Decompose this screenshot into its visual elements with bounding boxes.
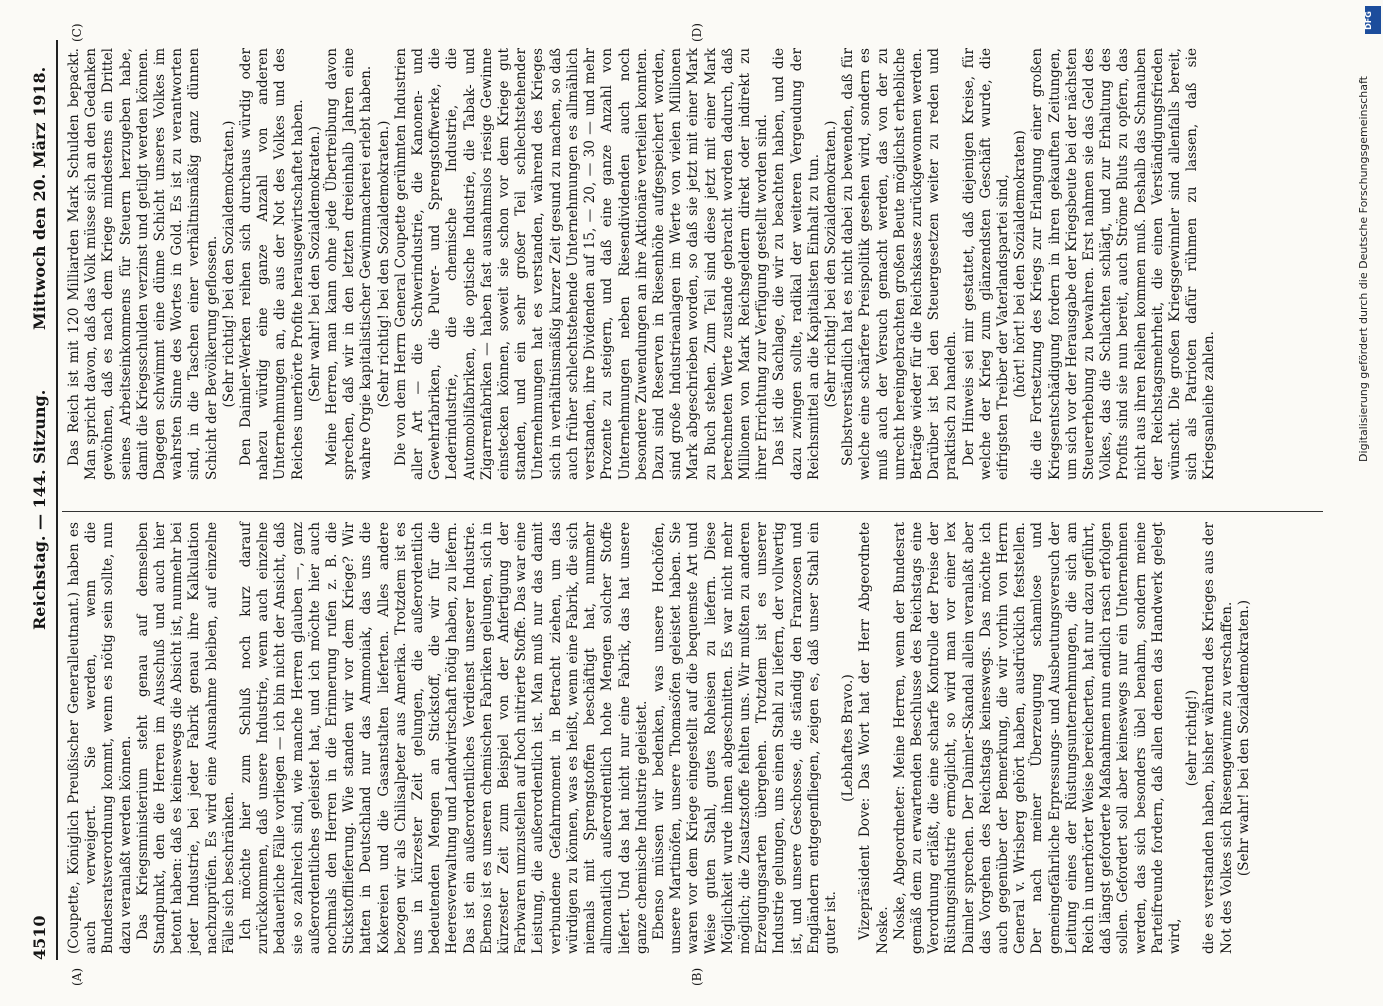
paragraph: Den Daimler-Werken reihen sich durchaus würdig oder nahezu würdig eine ganze Anzahl von anderen Unternehmungen an, die aus der Not des Volkes und des Reiches unerhörte Profite herausgewirtschaftet haben. (238, 48, 306, 480)
dfg-logo (1365, 6, 1381, 34)
paragraph: die es verstanden haben, bisher während des Krieges aus der Not des Volkes sich Riesengewinne zu verschaffen. (1201, 522, 1235, 954)
paragraph: Die von dem Herrn General Coupette gerühmten Industrien aller Art — die Schwerindustrie, die Kanonen- und Gewehrfabriken, die Pulver- und Sprengstoffwerke, die Lederindustrie, die chemische Industrie, die Automobilfabriken, die optische Industrie, die Tabak- und Zigarrenfabriken — haben fast ausnahmslos riesige Gewinne einstecken können, soweit sie schon vor dem Kriege gut standen, und ein sehr großer Teil schlechtstehender Unternehmungen hat es verstanden, während des Krieges sich in verhältnismäßig kurzer Zeit gesund zu machen, so daß auch früher schlechtstehende Unternehmungen es allmählich verstanden, ihre Dividenden auf 15, — 20, — 30 — und mehr Prozente zu steigern, und daß eine ganze Anzahl von Unternehmungen neben Riesendividenden auch noch besondere Zuwendungen an ihre Aktionäre verteilen konnten. Dazu sind Reserven in Riesenhöhe aufgespeichert worden, sind große Industrieanlagen im Werte von vielen Millionen Mark abgeschrieben worden, so daß sie jetzt mit einer Mark zu Buch stehen. Zum Teil sind diese jetzt mit einer Mark berechneten Werte zustande gebracht worden dadurch, daß Millionen von Mark Reichsgeldern direkt oder indirekt zu ihrer Errichtung zur Verfügung gestellt worden sind. (392, 48, 771, 480)
margin-marker-b: (B) (690, 967, 704, 986)
interjection: (Lebhaftes Bravo.) (840, 674, 857, 802)
interjection: (sehr richtig!) (1184, 689, 1201, 787)
paragraph: Selbstverständlich hat es nicht dabei zu bewenden, daß für welche eine schärfere Preispolitik gesehen wird, sondern es muß auch der Versuch gemacht werden, das von der zu unrecht hereingebrachten großen Beute möglichst erhebliche Beträge wieder für die Reichskasse zurückgewonnen werden. Darüber ist bei den Steuergesetzen weiter zu reden und praktisch zu handeln. (840, 48, 960, 480)
session-date: Mittwoch den 20. März 1918. (30, 66, 49, 330)
paragraph: Der Hinweis sei mir gestattet, daß diejenigen Kreise, für welche der Krieg zum glänzendsten Geschäft wurde, die eifrigsten Treiber der Vaterlandspartei sind, (960, 48, 1011, 480)
paragraph: Meine Herren, man kann ohne jede Übertreibung davon sprechen, daß wir in den letzten dreieinhalb Jahren eine wahre Orgie kapitalistischer Gewinnmacherei erlebt haben. (324, 48, 375, 480)
interjection: (Sehr richtig! bei den Sozialdemokraten.) (220, 120, 237, 408)
margin-marker-a: (A) (70, 967, 84, 986)
dfg-logo-text: DFG (1363, 11, 1373, 30)
header-rule (56, 40, 58, 960)
margin-marker-d: (D) (690, 23, 704, 42)
paragraph: Das ist die Sachlage, die wir zu beachten haben, und die dazu zwingen sollte, radikal der weiteren Vergeudung der Reichsmittel an die Kapitalisten Einhalt zu tun. (771, 48, 822, 480)
interjection: (hört! hört! bei den Sozialdemokraten) (1012, 130, 1029, 398)
paragraph: Ich möchte hier zum Schluß noch kurz darauf zurückkommen, daß unsere Industrie, wenn auch einzelne bedauerliche Fälle vorliegen — ich bin nicht der Ansicht, daß sie so zahlreich sind, wie manche Herren glauben —, ganz außerordentliches geleistet hat, und ich möchte hier auch nochmals den Herren in die Erinnerung rufen z. B. die Stickstofflieferung. Wie standen wir vor dem Kriege? Wir hatten in Deutschland nur das Ammoniak, das uns die Kokereien und die Gasanstalten lieferten. Alles andere bezogen wir als Chilisalpeter aus Amerika. Trotzdem ist es uns in kürzester Zeit gelungen, die außerordentlich bedeutenden Mengen an Stickstoff, die wir für die Heeresverwaltung und Landwirtschaft nötig haben, zu liefern. Das ist ein außerordentliches Verdienst unserer Industrie. Ebenso ist es unseren chemischen Fabriken gelungen, sich in kürzester Zeit zum Beispiel von der Anfertigung der Farbwaren umzustellen auf hoch nitrierte Stoffe. Das war eine Leistung, die außerordentlich ist. Man muß nur das damit verbundene Gefahrmoment in Betracht ziehen, um das würdigen zu können, was es heißt, wenn eine Fabrik, die sich niemals mit Sprengstoffen beschäftigt hat, nunmehr allmonatlich außerordentlich hohe Mengen solcher Stoffe liefert. Und das hat nicht nur eine Fabrik, das hat unsere ganze chemische Industrie geleistet. (238, 521, 650, 954)
paragraph: die die Fortsetzung des Kriegs zur Erlangung einer großen Kriegsentschädigung fordern in ihren gekauften Zeitungen, um sich vor der Herausgabe der Kriegsbeute bei der nächsten Steuererhebung zu bewahren. Erst nahmen sie das Geld des Volkes, das die Schlachten schlägt, und zur Erhaltung des Profits sind sie nun bereit, auch Ströme Bluts zu opfern, das nicht aus ihren Reihen kommen muß. Deshalb das Schnauben der Reichstagsmehrheit, die einen Verständigungsfrieden wünscht. Die großen Kriegsgewinnler sind allenfalls bereit, sich als Patrioten dafür rühmen zu lassen, daß sie Kriegsanleihe zahlen. (1029, 48, 1218, 480)
interjection: (Sehr richtig! bei den Sozialdemokraten.) (375, 120, 392, 408)
paragraph: Noske, Abgeordneter: Meine Herren, wenn der Bundesrat gemäß dem zu erwartenden Beschlusse des Reichstags eine Verordnung erläßt, die eine scharfe Kontrolle der Preise der Rüstungsindustrie ermöglicht, so wird man vor einer lex Daimler sprechen. Der Daimler-Skandal allein veranlaßt aber das Vorgehen des Reichstags keineswegs. Das möchte ich auch gegenüber der Bemerkung, die wir vorhin von Herrn General v. Wrisberg gehört haben, ausdrücklich feststellen. Der nach meiner Überzeugung schamlose und gemeingefährliche Erpressungs- und Ausbeutungsversuch der Leitung eines der Rüstungsunternehmungen, die sich am Reich in unerhörter Weise bereicherten, hat nur dazu geführt, daß längst geforderte Maßnahmen nun endlich rasch erfolgen sollen. Gefordert soll aber keineswegs nur ein Unternehmen werden, das sich besonders übel benahm, sondern meine Parteifreunde fordern, daß allen denen das Handwerk gelegt wird, (891, 522, 1183, 954)
interjection: (Sehr richtig! bei den Sozialdemokraten.) (822, 120, 839, 408)
credit-text: Digitalisierung gefördert durch die Deutsche Forschungsgemeinschaft (1357, 76, 1370, 462)
digitization-credit (1357, 6, 1375, 996)
page-number: 4510 (30, 915, 49, 960)
paragraph: Ebenso müssen wir bedenken, was unsere Hochöfen, unsere Martinöfen, unsere Thomasöfen geleistet haben. Sie waren vor dem Kriege eingestellt auf die bequemste Art und Weise guten Stahl, gutes Roheisen zu liefern. Diese Möglichkeit wurde ihnen abgeschnitten. Es war nicht mehr möglich; die Zusatzstoffe fehlten uns. Wir mußten zu anderen Erzeugungsarten übergehen. Trotzdem ist es unserer Industrie gelungen, uns einen Stahl zu liefern, der vollwertig ist, und unsere Geschosse, die ständig den Franzosen und Engländern entgegenfliegen, zeigen es, daß unser Stahl ein guter ist. (650, 522, 839, 954)
column-divider (62, 511, 1323, 512)
margin-marker-c: (C) (70, 23, 84, 42)
page-header (28, 40, 58, 960)
paragraph: (Coupette, Königlich Preußischer Generalleutnant.) haben es auch verweigert. Sie werden, wenn die Bundesratsverordnung kommt, wenn es nötig sein sollte, nun dazu veranlaßt werden können. (66, 522, 134, 954)
paragraph: Vizepräsident Dove: Das Wort hat der Herr Abgeordnete Noske. (857, 522, 891, 954)
paragraph: Das Kriegsministerium steht genau auf demselben Standpunkt, den die Herren im Ausschuß und auch hier betont haben: daß es keineswegs die Absicht ist, nunmehr bei jeder Industrie, bei jeder Fabrik genau ihre Kalkulation nachzuprüfen. Es wird eine Ausnahme bleiben, auf einzelne Fälle sich beschränken. (134, 522, 237, 954)
left-column (66, 522, 1253, 954)
interjection: (Sehr wahr! bei den Sozialdemokraten.) (306, 125, 323, 403)
session-title: Reichstag. — 144. Sitzung. (30, 389, 49, 630)
right-column (66, 48, 1219, 480)
interjection: (Sehr wahr! bei den Sozialdemokraten.) (1235, 599, 1252, 877)
paragraph: Das Reich ist mit 120 Milliarden Mark Schulden bepackt. Man spricht davon, daß das Volk müsse sich an den Gedanken gewöhnen, daß es nach dem Kriege mindestens ein Drittel seines Arbeitseinkommens für Steuern herzugeben habe, damit die Kriegsschulden verzinst und getilgt werden können. Dagegen schwimmt eine dünne Schicht unseres Volkes im wahrsten Sinne des Wortes in Gold. Es ist zu verantworten sind, in die Taschen einer verhältnismäßig ganz dünnen Schicht der Bevölkerung geflossen. (66, 48, 220, 480)
